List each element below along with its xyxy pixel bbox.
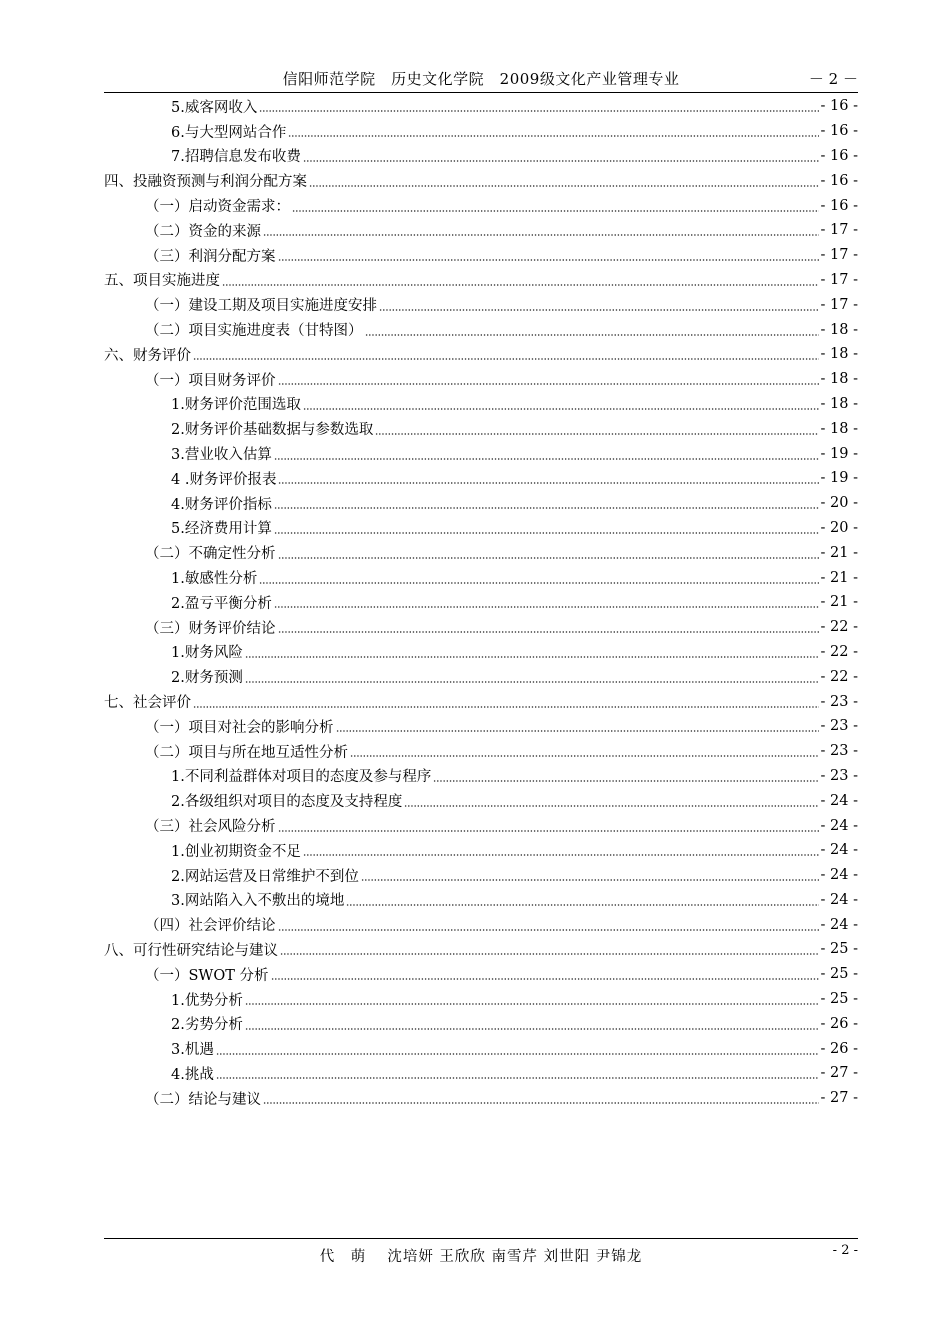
toc-entry-label: 5.威客网收入 [171,99,258,116]
toc-entry[interactable] [104,615,858,640]
toc-entry-label: （一）启动资金需求： [145,199,290,216]
toc-leader-dots [278,383,819,385]
toc-entry-page: - 16 - [820,172,858,189]
toc-entry-page: - 17 - [820,222,858,239]
toc-entry[interactable] [104,937,858,962]
toc-leader-dots [350,755,819,757]
toc-leader-dots [274,532,819,534]
toc-entry-page: - 23 - [820,693,858,710]
toc-entry[interactable] [104,813,858,838]
toc-entry-label: 六、财务评价 [104,347,191,364]
toc-entry-label: 3.网站陷入入不敷出的境地 [171,893,345,910]
toc-entry[interactable] [104,243,858,268]
toc-entry[interactable] [104,838,858,863]
toc-entry[interactable] [104,268,858,293]
toc-entry-label: 4.挑战 [171,1066,214,1083]
toc-leader-dots [278,830,819,832]
toc-leader-dots [303,854,819,856]
toc-entry-label: 五、项目实施进度 [104,273,220,290]
toc-leader-dots [259,110,818,112]
toc-entry-page: - 24 - [820,867,858,884]
toc-entry-page: - 26 - [820,1040,858,1057]
toc-entry-page: - 24 - [820,792,858,809]
toc-leader-dots [292,210,819,212]
toc-entry-label: 1.财务风险 [171,645,243,662]
toc-entry[interactable] [104,94,858,119]
toc-entry-page: - 18 - [820,395,858,412]
toc-entry-page: - 20 - [820,495,858,512]
toc-entry-page: - 18 - [820,371,858,388]
toc-leader-dots [274,458,819,460]
toc-entry[interactable] [104,168,858,193]
toc-entry-label: 7.招聘信息发布收费 [171,149,301,166]
toc-entry-label: 2.财务评价基础数据与参数选取 [171,422,374,439]
toc-entry-label: 2.各级组织对项目的态度及支持程度 [171,794,403,811]
toc-leader-dots [365,334,819,336]
toc-leader-dots [404,805,818,807]
toc-leader-dots [278,259,819,261]
toc-leader-dots [274,606,819,608]
toc-entry-label: 5.经济费用计算 [171,521,272,538]
toc-entry[interactable] [104,640,858,665]
toc-leader-dots [433,780,818,782]
page-footer [104,1238,858,1269]
toc-entry-page: - 19 - [820,445,858,462]
toc-entry-label: 1.不同利益群体对项目的态度及参与程序 [171,769,432,786]
toc-entry-label: （二）资金的来源 [145,223,261,240]
toc-entry-label: （一）项目对社会的影响分析 [145,719,334,736]
toc-entry-label: 2.网站运营及日常维护不到位 [171,868,359,885]
toc-leader-dots [303,160,819,162]
toc-entry[interactable] [104,912,858,937]
header-title: 信阳师范学院 历史文化学院 2009级文化产业管理专业 [282,70,680,88]
toc-leader-dots [346,904,818,906]
toc-entry-page: - 23 - [820,718,858,735]
toc-entry-page: - 23 - [820,743,858,760]
toc-entry-label: 1.敏感性分析 [171,571,258,588]
toc-entry-label: 3.营业收入估算 [171,447,272,464]
toc-leader-dots [263,234,819,236]
toc-entry-page: - 17 - [820,247,858,264]
toc-entry-label: （一）建设工期及项目实施进度安排 [145,298,377,315]
toc-entry-page: - 16 - [820,197,858,214]
toc-entry-label: 6.与大型网站合作 [171,124,287,141]
toc-entry[interactable] [104,441,858,466]
toc-entry[interactable] [104,516,858,541]
toc-entry-page: - 18 - [820,346,858,363]
toc-entry-page: - 25 - [820,941,858,958]
toc-entry-label: 2.财务预测 [171,670,243,687]
toc-leader-dots [222,284,819,286]
toc-entry-label: 1.财务评价范围选取 [171,397,301,414]
toc-entry-page: - 24 - [820,916,858,933]
toc-entry-label: （二）结论与建议 [145,1091,261,1108]
toc-leader-dots [288,135,818,137]
footer-page-number: - 2 - [832,1243,858,1258]
footer-authors: 代 萌 沈培妍 王欣欣 南雪芹 刘世阳 尹锦龙 [319,1249,643,1265]
toc-entry-label: 4 .财务评价报表 [171,471,277,488]
toc-entry[interactable] [104,1086,858,1111]
toc-entry-label: 3.机遇 [171,1042,214,1059]
toc-leader-dots [259,582,818,584]
toc-entry[interactable] [104,664,858,689]
toc-entry[interactable] [104,590,858,615]
toc-leader-dots [278,557,819,559]
toc-entry-page: - 18 - [820,420,858,437]
toc-entry-label: 1.创业初期资金不足 [171,843,301,860]
toc-entry-label: （三）利润分配方案 [145,248,276,265]
toc-entry[interactable] [104,416,858,441]
toc-entry-label: 七、社会评价 [104,695,191,712]
toc-entry[interactable] [104,962,858,987]
toc-entry[interactable] [104,144,858,169]
toc-entry-label: （一）SWOT 分析 [145,967,269,984]
toc-entry[interactable] [104,342,858,367]
toc-entry-label: （二）项目与所在地互适性分析 [145,744,348,761]
toc-entry-label: 2.盈亏平衡分析 [171,595,272,612]
toc-entry-page: - 24 - [820,891,858,908]
toc-entry-page: - 24 - [820,842,858,859]
toc-leader-dots [379,309,819,311]
toc-entry[interactable] [104,317,858,342]
toc-leader-dots [193,706,819,708]
toc-entry-page: - 25 - [820,966,858,983]
toc-leader-dots [271,978,819,980]
toc-entry[interactable] [104,689,858,714]
toc-leader-dots [274,507,819,509]
toc-entry[interactable] [104,888,858,913]
toc-entry-label: 八、可行性研究结论与建议 [104,942,278,959]
toc-leader-dots [336,730,819,732]
toc-entry-page: - 22 - [820,643,858,660]
toc-entry-label: 1.优势分析 [171,992,243,1009]
toc-entry-page: - 17 - [820,271,858,288]
toc-entry[interactable] [104,764,858,789]
toc-leader-dots [263,1102,819,1104]
toc-entry-page: - 24 - [820,817,858,834]
toc-leader-dots [245,1003,819,1005]
toc-entry[interactable] [104,193,858,218]
toc-leader-dots [278,631,819,633]
toc-entry-page: - 25 - [820,991,858,1008]
toc-leader-dots [280,953,819,955]
toc-entry-label: （二）项目实施进度表（甘特图） [145,323,363,340]
toc-entry-page: - 23 - [820,767,858,784]
toc-entry-label: （四）社会评价结论 [145,918,276,935]
toc-entry-label: 2.劣势分析 [171,1017,243,1034]
toc-leader-dots [245,656,819,658]
toc-entry[interactable] [104,540,858,565]
toc-leader-dots [245,681,819,683]
toc-entry[interactable] [104,466,858,491]
toc-entry[interactable] [104,987,858,1012]
toc-entry[interactable] [104,1011,858,1036]
page-header [104,64,858,93]
toc-entry-page: - 27 - [820,1065,858,1082]
toc-entry[interactable] [104,565,858,590]
toc-entry[interactable] [104,1061,858,1086]
header-page-number: － 2 － [808,70,858,88]
toc-leader-dots [375,433,818,435]
toc-entry-page: - 22 - [820,619,858,636]
toc-entry-label: 4.财务评价指标 [171,496,272,513]
toc-entry[interactable] [104,863,858,888]
toc-entry[interactable] [104,218,858,243]
toc-leader-dots [303,408,819,410]
toc-entry-page: - 22 - [820,668,858,685]
toc-entry[interactable] [104,367,858,392]
toc-entry-page: - 21 - [820,594,858,611]
toc-entry[interactable] [104,292,858,317]
toc-leader-dots [309,185,819,187]
toc-entry-label: （三）社会风险分析 [145,819,276,835]
toc-entry-page: - 26 - [820,1015,858,1032]
toc-leader-dots [278,929,819,931]
toc-leader-dots [216,1077,819,1079]
toc-leader-dots [216,1053,819,1055]
table-of-contents [104,94,858,1111]
toc-entry[interactable] [104,788,858,813]
toc-entry[interactable] [104,392,858,417]
toc-entry-page: - 16 - [820,123,858,140]
toc-entry-page: - 21 - [820,569,858,586]
toc-entry[interactable] [104,1036,858,1061]
toc-entry-page: - 20 - [820,519,858,536]
toc-entry-label: （三）财务评价结论 [145,620,276,637]
toc-entry-page: - 17 - [820,296,858,313]
toc-entry[interactable] [104,491,858,516]
toc-leader-dots [278,482,818,484]
toc-leader-dots [245,1028,819,1030]
toc-entry-page: - 27 - [820,1090,858,1107]
toc-entry[interactable] [104,739,858,764]
toc-entry-label: （二）不确定性分析 [145,546,276,563]
toc-entry-page: - 21 - [820,544,858,561]
toc-entry[interactable] [104,119,858,144]
toc-entry-page: - 16 - [820,98,858,115]
toc-leader-dots [193,358,819,360]
toc-leader-dots [361,879,819,881]
toc-entry-label: 四、投融资预测与利润分配方案 [104,174,307,191]
toc-entry[interactable] [104,714,858,739]
toc-entry-label: （一）项目财务评价 [145,372,276,389]
toc-entry-page: - 16 - [820,147,858,164]
toc-entry-page: - 18 - [820,321,858,338]
toc-entry-page: - 19 - [820,470,858,487]
